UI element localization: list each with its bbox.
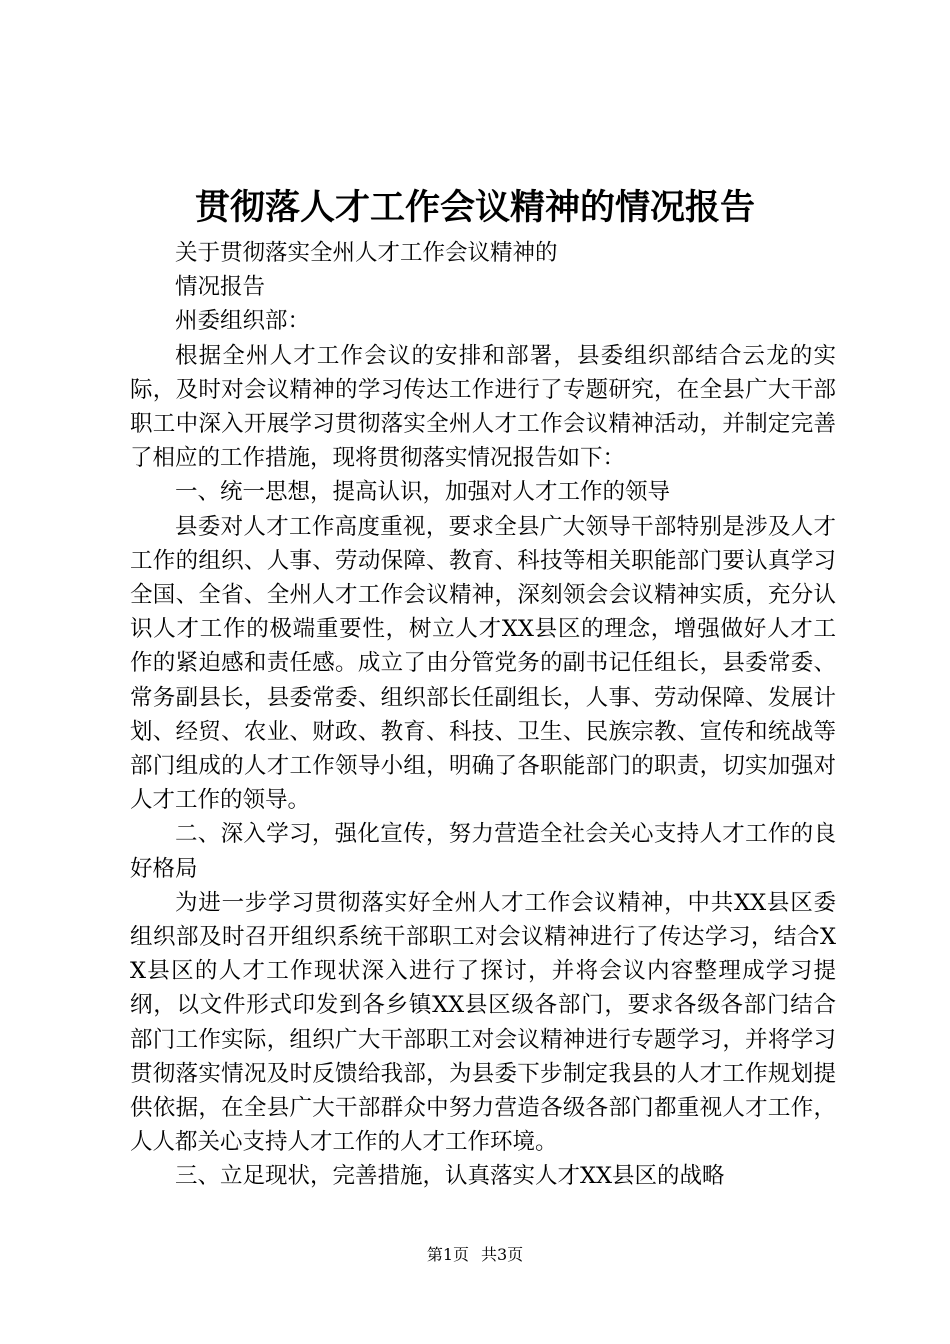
document-title: 贯彻落人才工作会议精神的情况报告 <box>194 187 755 228</box>
page-footer <box>0 1244 950 1266</box>
report-heading-line-1: 关于贯彻落实全州人才工作会议精神的 <box>175 240 558 266</box>
section-2-paragraph: 为进一步学习贯彻落实好全州人才工作会议精神，中共XX县区委组织部及时召开组织系统干部职工对会议精神进行了传达学习，结合XX县区的人才工作现状深入进行了探讨，并将会议内容整理成学习提纲，以文件形式印发到各乡镇XX县区级各部门，要求各级各部门结合部门工作实际，组织广大干部职工对会议精神进行专题学习，并将学习贯彻落实情况及时反馈给我部，为县委下步制定我县的人才工作规划提供依据，在全县广大干部群众中努力营造各级各部门都重视人才工作，人人都关心支持人才工作的人才工作环境。 <box>130 889 836 1156</box>
salutation: 州委组织部： <box>175 308 311 335</box>
section-heading-3: 三、立足现状，完善措施，认真落实人才XX县区的战略 <box>175 1163 725 1190</box>
report-heading-line-2: 情况报告 <box>175 274 266 301</box>
page-number: 第1页 <box>426 1245 469 1264</box>
section-heading-1: 一、统一思想，提高认识，加强对人才工作的领导 <box>175 479 671 506</box>
intro-paragraph: 根据全州人才工作会议的安排和部署，县委组织部结合云龙的实际，及时对会议精神的学习传达工作进行了专题研究，在全县广大干部职工中深入开展学习贯彻落实全州人才工作会议精神活动，并制定完善了相应的工作措施，现将贯彻落实情况报告如下： <box>130 342 836 472</box>
page-total: 共3页 <box>481 1245 524 1264</box>
document-body <box>130 236 836 1194</box>
section-heading-2: 二、深入学习，强化宣传，努力营造全社会关心支持人才工作的良好格局 <box>130 821 836 882</box>
section-1-paragraph: 县委对人才工作高度重视，要求全县广大领导干部特别是涉及人才工作的组织、人事、劳动保障、教育、科技等相关职能部门要认真学习全国、全省、全州人才工作会议精神，深刻领会会议精神实质，充分认识人才工作的极端重要性，树立人才XX县区的理念，增强做好人才工作的紧迫感和责任感。成立了由分管党务的副书记任组长，县委常委、常务副县长，县委常委、组织部长任副组长，人事、劳动保障、发展计划、经贸、农业、财政、教育、科技、卫生、民族宗教、宣传和统战等部门组成的人才工作领导小组，明确了各职能部门的职责，切实加强对人才工作的领导。 <box>130 513 836 814</box>
